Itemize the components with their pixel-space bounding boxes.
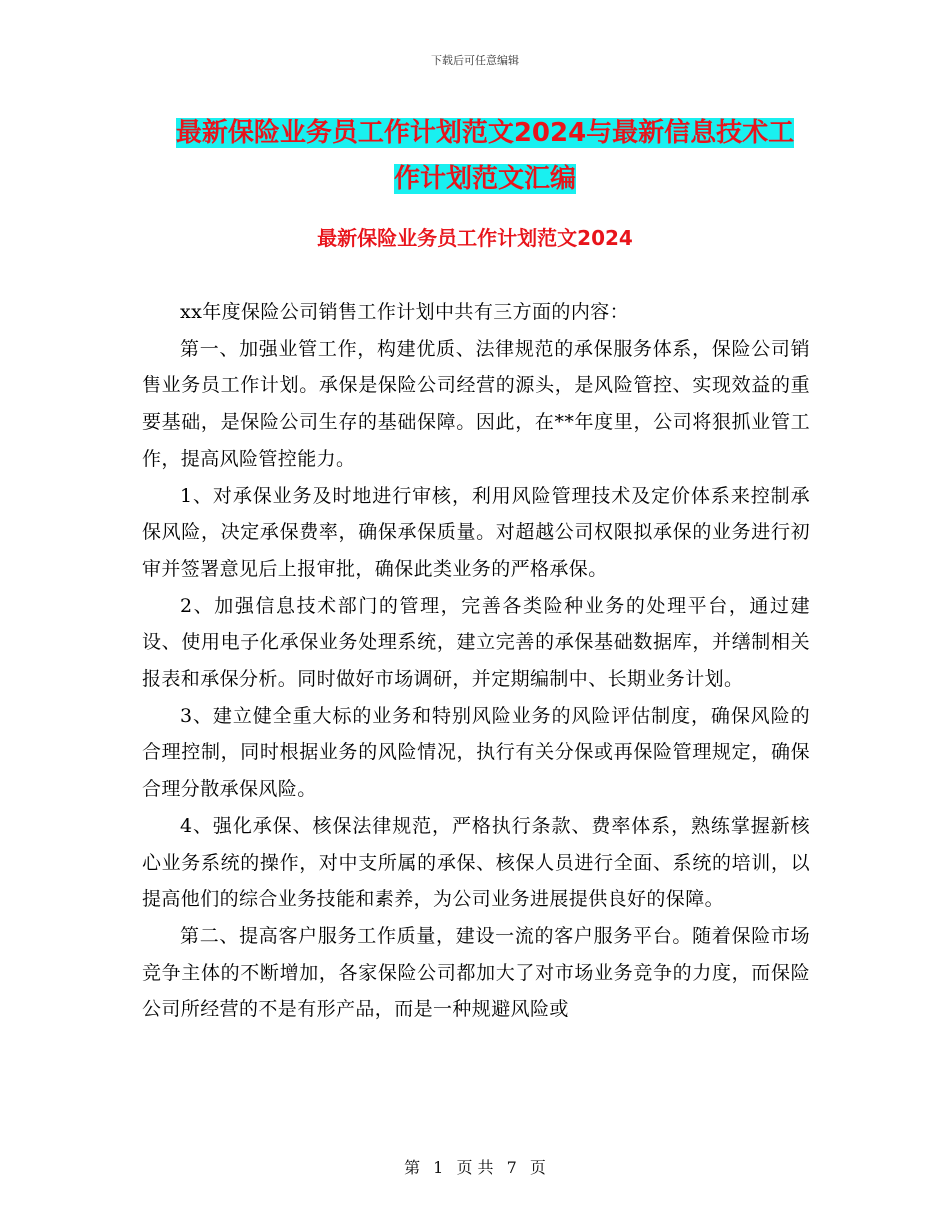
main-title	[140, 110, 830, 202]
body-text	[142, 294, 810, 1028]
paragraph: 3、建立健全重大标的业务和特别风险业务的风险评估制度，确保风险的合理控制，同时根据业务的风险情况，执行有关分保或再保险管理规定，确保合理分散承保风险。	[142, 704, 810, 801]
main-title-line-1: 最新保险业务员工作计划范文2024与最新信息技术工	[175, 118, 795, 148]
paragraph: 1、对承保业务及时地进行审核，利用风险管理技术及定价体系来控制承保风险，决定承保费率，确保承保质量。对超越公司权限拟承保的业务进行初审并签署意见后上报审批，确保此类业务的严格承保。	[142, 484, 810, 580]
header-note: 下载后可任意编辑	[431, 54, 519, 67]
paragraph: 第一、加强业管工作，构建优质、法律规范的承保服务体系，保险公司销售业务员工作计划。承保是保险公司经营的源头，是风险管控、实现效益的重要基础，是保险公司生存的基础保障。因此，在**年度里，公司将狠抓业管工作，提高风险管控能力。	[142, 337, 810, 470]
footer-middle: 页 共	[456, 1158, 494, 1177]
footer-suffix: 页	[529, 1158, 546, 1177]
paragraph: xx年度保险公司销售工作计划中共有三方面的内容：	[180, 301, 630, 323]
paragraph: 第二、提高客户服务工作质量，建设一流的客户服务平台。随着保险市场竞争主体的不断增加，各家保险公司都加大了对市场业务竞争的力度，而保险公司所经营的不是有形产品，而是一种规避风险或	[142, 924, 810, 1021]
paragraph: 2、加强信息技术部门的管理，完善各类险种业务的处理平台，通过建设、使用电子化承保业务处理系统，建立完善的承保基础数据库，并缮制相关报表和承保分析。同时做好市场调研，并定期编制中、长期业务计划。	[142, 594, 810, 691]
footer-prefix: 第	[404, 1158, 421, 1177]
page-number: 1	[433, 1158, 444, 1177]
page-total: 7	[506, 1158, 517, 1177]
section-title: 最新保险业务员工作计划范文2024	[317, 226, 633, 250]
paragraph: 4、强化承保、核保法律规范，严格执行条款、费率体系，熟练掌握新核心业务系统的操作，对中支所属的承保、核保人员进行全面、系统的培训，以提高他们的综合业务技能和素养，为公司业务进展提供良好的保障。	[142, 814, 810, 911]
page-footer	[0, 1155, 950, 1178]
main-title-line-2: 作计划范文汇编	[393, 164, 576, 194]
